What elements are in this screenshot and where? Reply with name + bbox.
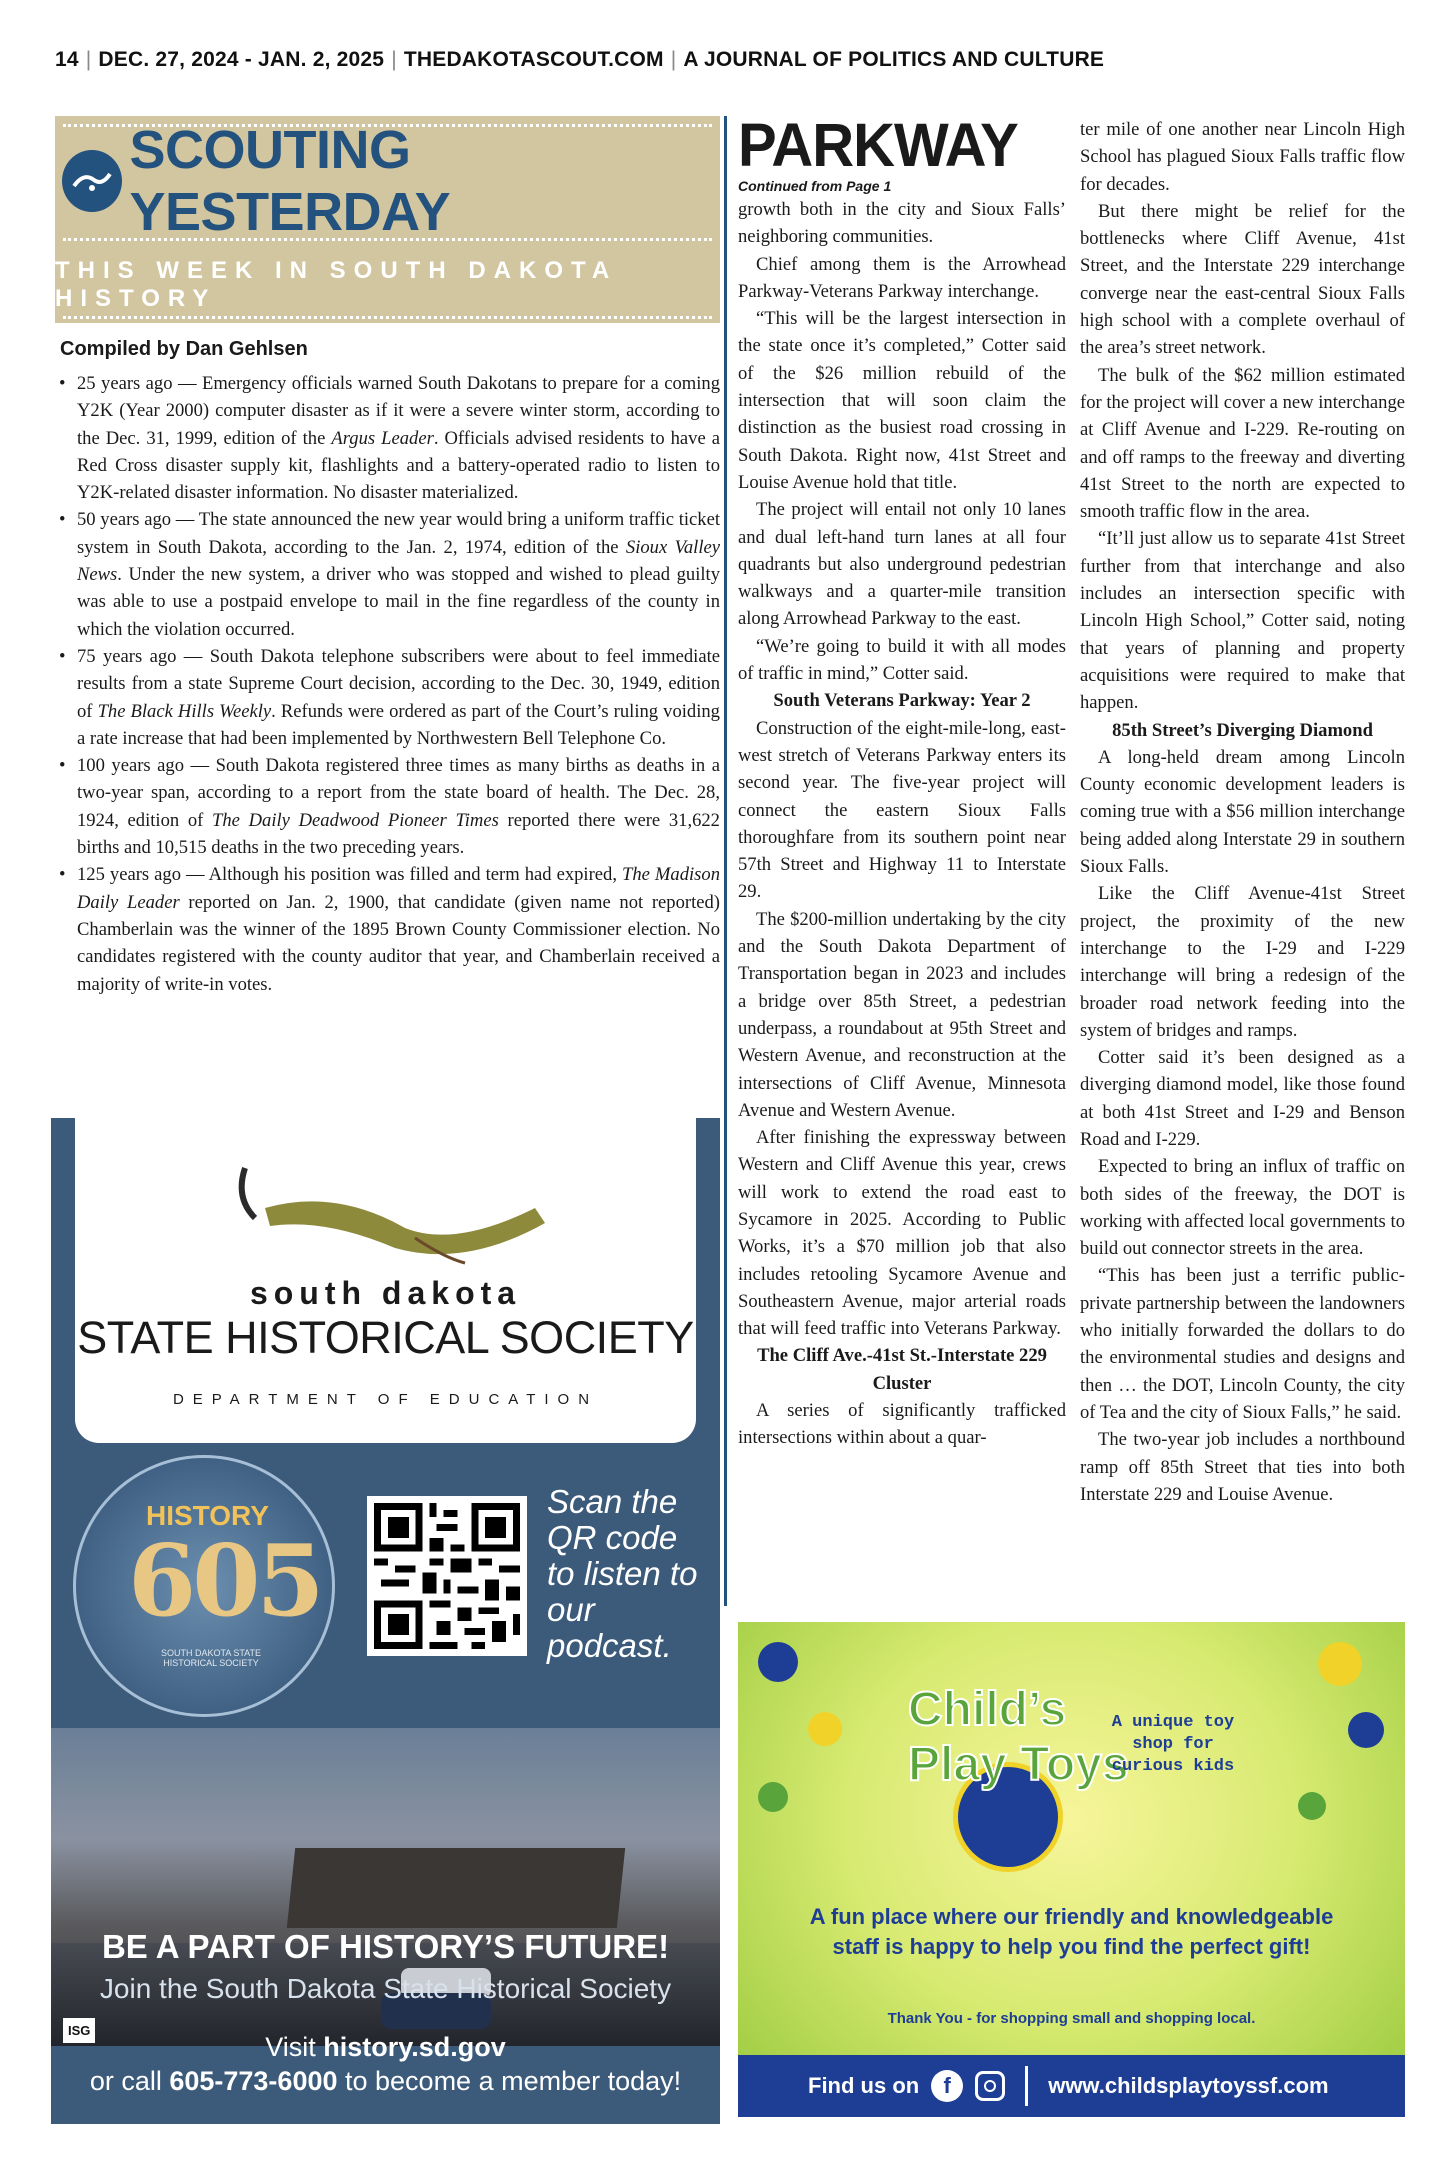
call-label: or call [89,2066,170,2096]
toys-logo: Child’s Play Toys [908,1683,1129,1791]
continued-from: Continued from Page 1 [738,178,892,194]
toys-tagline: A unique toy shop for curious kids [1111,1713,1235,1776]
section-subtitle: THIS WEEK IN SOUTH DAKOTA HISTORY [55,256,617,312]
history-item [55,506,720,642]
section-title: SCOUTING YESTERDAY [129,120,451,242]
call-suffix: to become a member today! [337,2066,682,2096]
parkway-column-3 [1080,116,1405,1508]
history-item-post: reported on Jan. 2, 1900, that candidate (given name not reported) Chamberlain was the winner of the 1895 Brown County Commissioner election. No candidates registered with the county auditor that year, and Chamberlain received a majority of write-in votes. [77,891,721,995]
scouting-banner [55,116,720,323]
tagline: A JOURNAL OF POLITICS AND CULTURE [683,48,1105,71]
history-item-post: . Under the new system, a driver who was stopped and wished to plead guilty was able to use a postpaid envelope to mail in the fine regardless of the county in which the violation occurred. [77,564,720,640]
membership-contact [51,2030,720,2098]
history-item-pub: The Madison Daily Leader [77,864,720,913]
scan-instruction: Scan the QR code to listen to our podcast. [547,1483,698,1664]
society-phone[interactable]: 605-773-6000 [169,2066,338,2096]
subhead: 85th Street’s Diverging Diamond [1112,719,1373,741]
scout-logo-icon [62,150,122,212]
paragraph: Like the Cliff Avenue-41st Street project, the proximity of the new interchange to the I-29 and I-229 interchange will bring a redesign of the broader road network feeding into the system of bridges and ramps. [1080,883,1405,1041]
column-rule-1 [724,116,727,1606]
historical-society-ad[interactable] [51,1118,720,2124]
pipe-artifact-icon [215,1148,575,1268]
paragraph: The project will entail not only 10 lanes and dual left-hand turn lanes at all four quadrants but also underground pedestrian walkways and a quarter-mile transition along Arrowhead Parkway to the east. [738,499,1066,630]
paragraph: Expected to bring an influx of traffic on both sides of the freeway, the DOT is working with affected local governments to build out connector streets in the area. [1080,1156,1405,1260]
scouting-column [55,116,720,998]
history-item-pre: 125 years ago — Although his position was filled and term had expired, [77,864,622,886]
paragraph: But there might be relief for the bottlenecks where Cliff Avenue, 41st Street, and the Interstate 229 interchange converge near the east-central Sioux Falls high school with a complete overhaul of the area’s street network. [1080,200,1405,359]
parkway-column-2 [738,111,1066,1452]
instagram-icon[interactable] [975,2071,1005,2101]
site-link[interactable]: THEDAKOTASCOUT.COM [403,48,664,71]
subhead: South Veterans Parkway: Year 2 [773,690,1031,712]
paragraph: The bulk of the $62 million estimated for the project will cover a new interchange at Cliff Avenue and I-229. Re-routing on and off ramps to the freeway and diverting 41st Street to the north are expected to smooth traffic flow in the area. [1080,364,1405,523]
history-list [55,370,720,998]
toys-message: A fun place where our friendly and knowledgeable staff is happy to help you find the perfect gift! [809,1904,1334,1959]
join-society-text: Join the South Dakota State Historical Society [99,1973,672,2004]
toys-thanks: Thank You - for shopping small and shopping local. [887,2010,1256,2027]
paragraph: Construction of the eight-mile-long, east-west stretch of Veterans Parkway enters its second year. The five-year project will connect the eastern Sioux Falls thoroughfare from its southern point near 57th Street and Highway 11 to Interstate 29. [738,717,1066,903]
paragraph: “This has been just a terrific public-private partnership between the landowners who initially forwarded the dollars to do the environmental studies and designs and then … the DOT, Lincoln County, the city of Tea and the city of Sioux Falls,” he said. [1080,1265,1405,1423]
paragraph: The two-year job includes a northbound ramp off 85th Street that ties into both Interstate 229 and Louise Avenue. [1080,1429,1405,1505]
paragraph: A long-held dream among Lincoln County economic development leaders is coming true with a $56 million interchange being added along Interstate 29 in southern Sioux Falls. [1080,746,1405,878]
society-url[interactable]: history.sd.gov [323,2032,506,2062]
podcast-qr-code[interactable] [367,1496,527,1656]
paragraph: growth both in the city and Sioux Falls’ neighboring communities. [738,199,1066,248]
paragraph: ter mile of one another near Lincoln High School has plagued Sioux Falls traffic flow for decades. [1080,119,1405,195]
page-number: 14 [55,48,79,71]
history-item-pub: Sioux Valley News [77,536,721,586]
article-title: PARKWAY [738,111,1018,180]
history-item [55,370,720,506]
paragraph: The $200-million undertaking by the city and the South Dakota Department of Transportation began in 2023 and includes a bridge over 85th Street, a pedestrian underpass, a roundabout at 95th Street and Western Avenue, and reconstruction at the intersections of Cliff Avenue, Minnesota Avenue and Western Avenue. [738,908,1066,1121]
childs-play-toys-ad[interactable] [738,1622,1405,2117]
find-us-label: Find us on [808,2073,920,2098]
history-item-pre: 75 years ago — South Dakota telephone subscribers were about to feel immediate results from a state Supreme Court decision, according to the Dec. 30, 1949, edition of [77,645,720,722]
history-item-post: . Officials advised residents to have a Red Cross disaster supply kit, flashlights and a battery-operated radio to listen to Y2K-related disaster information. No disaster materialized. [77,427,721,504]
paragraph: A series of significantly trafficked intersections within about a quar- [738,1400,1066,1449]
page-header: 14 | DEC. 27, 2024 - JAN. 2, 2025 | THEDAKOTASCOUT.COM | A JOURNAL OF POLITICS AND CULTURE [55,48,1105,71]
paragraph: “It’ll just allow us to separate 41st Street further from that interchange and also includes an intersection specific with Lincoln High School,” Cotter said, noting that years of planning and property acquisitions were required to make that happen. [1080,528,1405,714]
history-item-post: . Refunds were ordered as part of the Court’s ruling voiding a rate increase that had been implemented by Northwestern Bell Telephone Co. [77,700,720,749]
history-item-post: reported there were 31,622 births and 10,515 deaths in the two preceding years. [77,809,720,859]
visit-label: Visit [265,2032,324,2062]
article-body-2 [738,196,1066,1452]
paragraph: “We’re going to build it with all modes of traffic in mind,” Cotter said. [738,635,1066,685]
toys-url[interactable]: www.childsplaytoyssf.com [1048,2073,1329,2098]
history-item-pre: 100 years ago — South Dakota registered three times as many births as deaths in a two-year span, according to a report from the state board of health. The Dec. 28, 1924, edition of [77,755,720,831]
byline: Compiled by Dan Gehlsen [60,338,308,360]
sd-wordmark: south dakota [249,1275,522,1311]
history-605-badge [73,1455,335,1717]
paragraph: “This will be the largest intersection in the state once it’s completed,” Cotter said of the $26 million rebuild of the intersection that will soon claim the distinction as the busiest road crossing in South Dakota. Right now, 41st Street and Louise Avenue hold that title. [738,308,1066,493]
badge-society: SOUTH DAKOTA STATE HISTORICAL SOCIETY [160,1648,261,1668]
paragraph: Cotter said it’s been designed as a diverging diamond model, like those found at both 41st Street and I-29 and Benson Road and I-229. [1080,1047,1405,1150]
history-item-pre: 50 years ago — The state announced the new year would bring a uniform traffic ticket system in South Dakota, according to the Jan. 2, 1974, edition of the [77,509,720,558]
badge-history: HISTORY [146,1500,269,1531]
history-item [55,752,720,861]
subhead: The Cliff Ave.-41st St.-Interstate 229 Cluster [757,1345,1047,1394]
history-item [55,861,720,997]
department-label: DEPARTMENT OF EDUCATION [172,1391,599,1408]
history-item-pre: 25 years ago — Emergency officials warned South Dakotans to prepare for a coming Y2K (Year 2000) computer disaster as if it were a severe winter storm, according to the Dec. 31, 1999, edition of the [77,373,720,449]
history-item-pub: Argus Leader [331,427,434,449]
issue-date: DEC. 27, 2024 - JAN. 2, 2025 [98,48,385,71]
badge-number: 605 [128,1524,321,1639]
isg-logo: ISG [63,2018,95,2043]
article-body-3 [1080,116,1405,1508]
history-item-pub: The Black Hills Weekly [97,700,272,722]
history-item [55,643,720,752]
society-logo-panel [75,1118,696,1443]
history-item-pub: The Daily Deadwood Pioneer Times [212,809,499,831]
toys-footer [738,2055,1405,2117]
paragraph: Chief among them is the Arrowhead Parkway-Veterans Parkway interchange. [738,253,1066,302]
history-future-banner: BE A PART OF HISTORY’S FUTURE! [101,1928,670,1965]
paragraph: After finishing the expressway between Western and Cliff Avenue this year, crews will work to extend the road east to Sycamore in 2025. According to Public Works, it’s a $70 million job that also includes retooling Sycamore Avenue and Southeastern Avenue, major arterial roads that will feed traffic into Veterans Parkway. [738,1127,1066,1340]
facebook-icon[interactable]: f [931,2070,963,2102]
shs-wordmark: STATE HISTORICAL SOCIETY [77,1312,694,1363]
